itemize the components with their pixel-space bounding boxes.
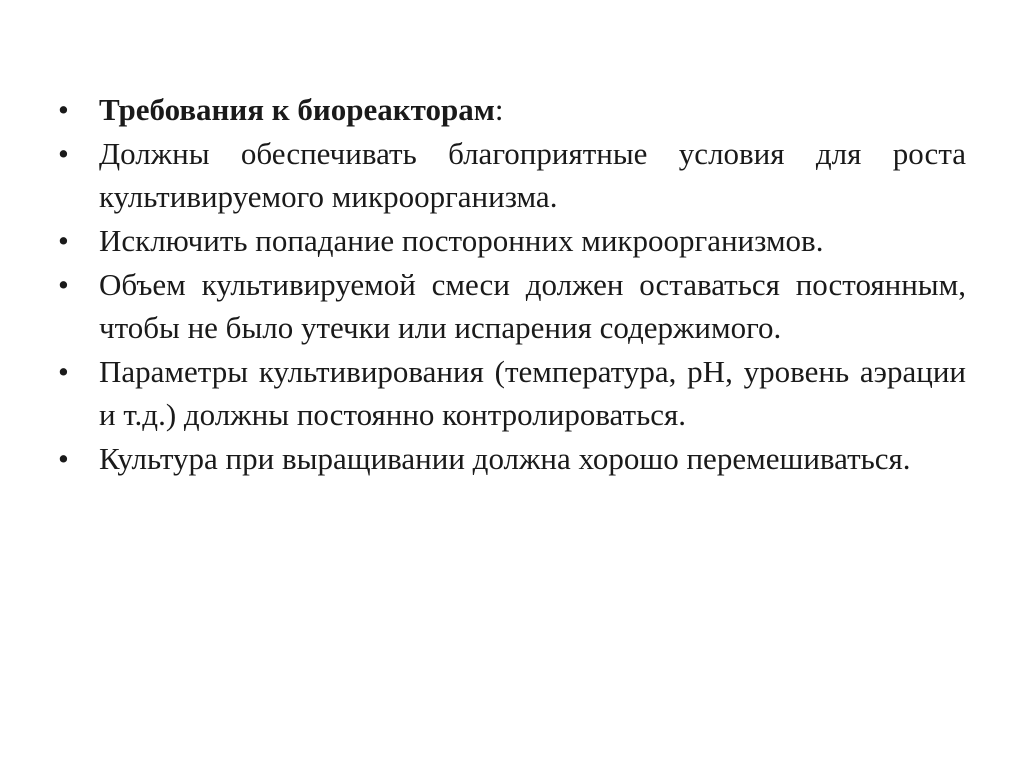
bullet-icon: • bbox=[58, 441, 69, 476]
bullet-icon: • bbox=[58, 354, 69, 389]
bullet-text bbox=[99, 88, 966, 131]
heading-colon: : bbox=[494, 92, 504, 127]
bullet-text: Исключить попадание посторонних микроорганизмов. bbox=[99, 223, 824, 258]
bullet-list bbox=[58, 88, 966, 481]
bullet-icon: • bbox=[58, 267, 69, 302]
bullet-item-contamination bbox=[58, 219, 966, 262]
bullet-text: Должны обеспечивать благоприятные условия для роста культивируемого микроорганизма. bbox=[99, 136, 966, 214]
bullet-item-volume bbox=[58, 263, 966, 349]
bullet-text: Объем культивируемой смеси должен оставаться постоянным, чтобы не было утечки или испарения содержимого. bbox=[99, 267, 966, 345]
bullet-item-mixing bbox=[58, 437, 966, 480]
bullet-item-conditions bbox=[58, 132, 966, 218]
bullet-text: Культура при выращивании должна хорошо перемешиваться. bbox=[99, 441, 911, 476]
bullet-item-requirements-heading bbox=[58, 88, 966, 131]
bullet-text: Параметры культивирования (температура, pH, уровень аэрации и т.д.) должны постоянно контролироваться. bbox=[99, 354, 966, 432]
bullet-item-parameters bbox=[58, 350, 966, 436]
bullet-icon: • bbox=[58, 223, 69, 258]
bullet-icon: • bbox=[58, 136, 69, 171]
heading-bold-text: Требования к биореакторам bbox=[99, 92, 495, 127]
bullet-icon: • bbox=[58, 92, 69, 127]
